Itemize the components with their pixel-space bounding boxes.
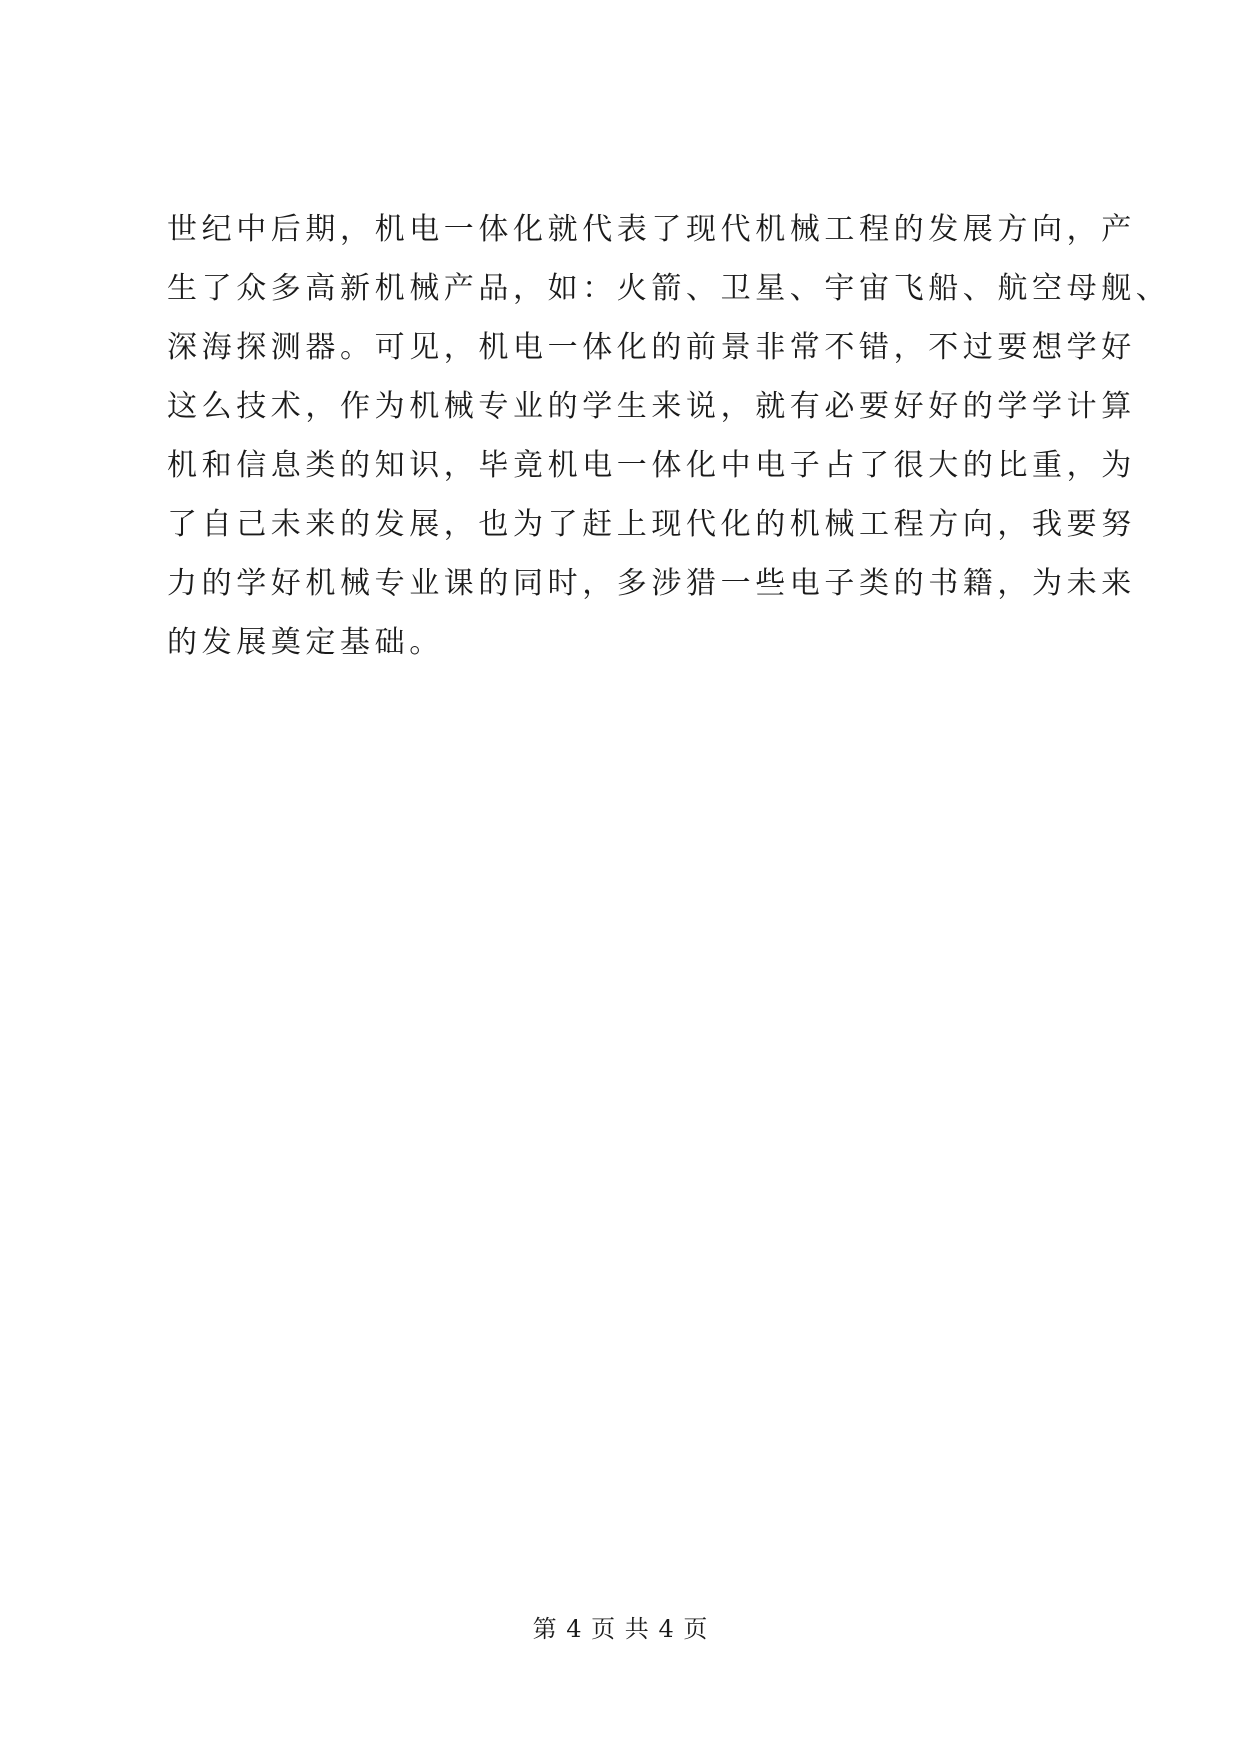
paragraph-line: 机和信息类的知识，毕竟机电一体化中电子占了很大的比重，为: [167, 448, 1136, 483]
paragraph-line: 力的学好机械专业课的同时，多涉猎一些电子类的书籍，为未来: [167, 566, 1136, 601]
paragraph-line: 的发展奠定基础。: [167, 625, 444, 660]
page-number-label: 第 4 页 共 4 页: [532, 1615, 709, 1643]
paragraph-line: 生了众多高新机械产品，如：火箭、卫星、宇宙飞船、航空母舰、: [167, 271, 1171, 306]
paragraph-line: 深海探测器。可见，机电一体化的前景非常不错，不过要想学好: [167, 330, 1136, 365]
page-footer: [0, 1614, 1241, 1644]
body-paragraph: [167, 200, 1171, 672]
paragraph-line: 世纪中后期，机电一体化就代表了现代机械工程的发展方向，产: [167, 212, 1136, 247]
paragraph-line: 这么技术，作为机械专业的学生来说，就有必要好好的学学计算: [167, 389, 1136, 424]
paragraph-line: 了自己未来的发展，也为了赶上现代化的机械工程方向，我要努: [167, 507, 1136, 542]
